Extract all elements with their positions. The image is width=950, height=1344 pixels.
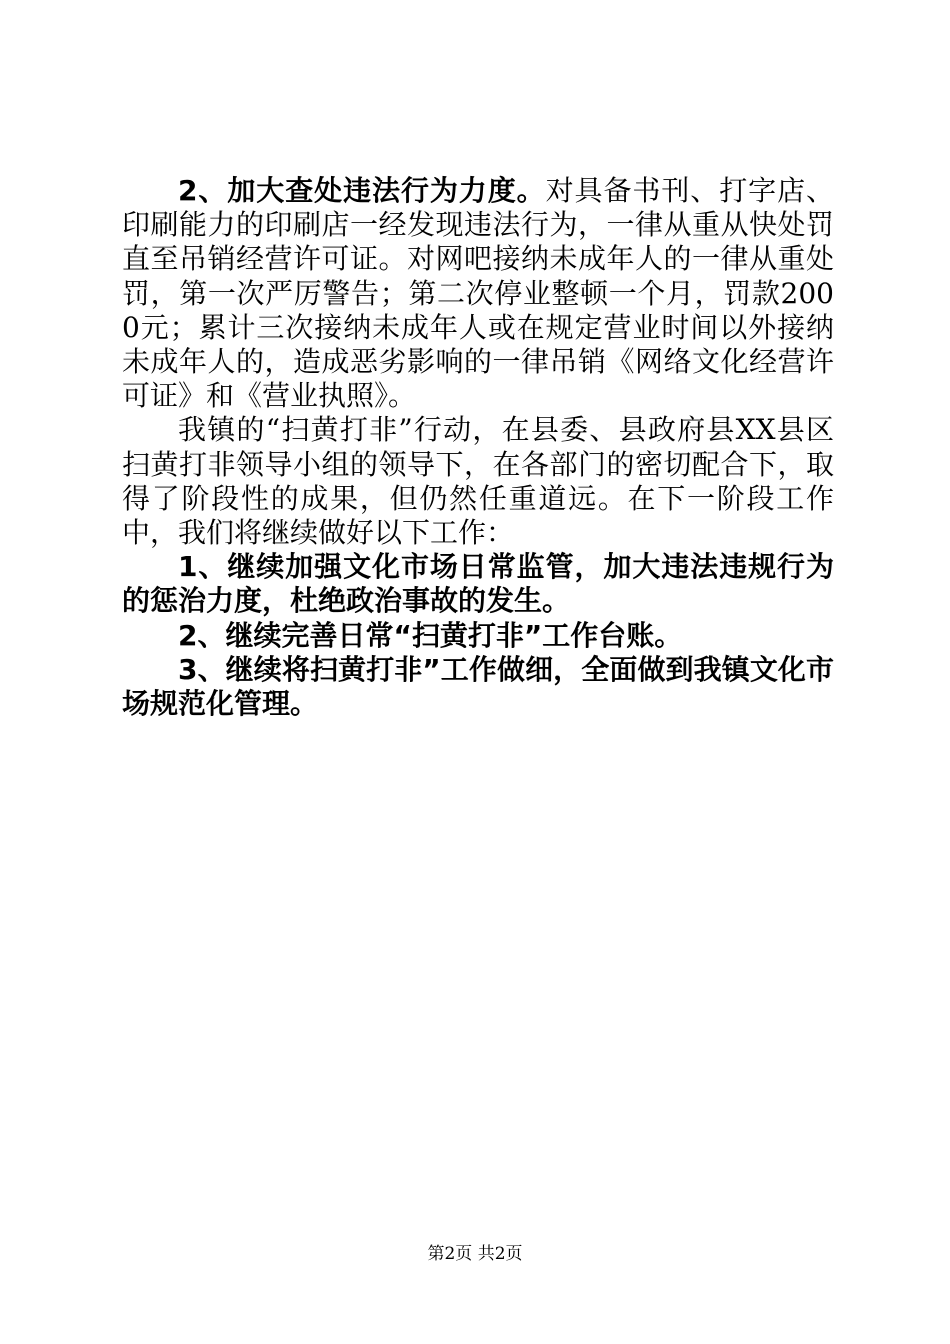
paragraph-penalties [122,174,834,413]
paragraph-summary: 我镇的“扫黄打非”行动，在县委、县政府县XX县区扫黄打非领导小组的领导下，在各部门的密切配合下，取得了阶段性的成果，但仍然任重道远。在下一阶段工作中，我们将继续做好以下工作： [122,413,834,550]
list-item: 1、继续加强文化市场日常监管，加大违法违规行为的惩治力度，杜绝政治事故的发生。 [122,550,834,618]
paragraph-lead: 2、加大查处违法行为力度。 [178,174,546,207]
list-item: 3、继续将扫黄打非”工作做细，全面做到我镇文化市场规范化管理。 [122,652,834,721]
document-body [122,174,834,721]
paragraph-text: 对具备书刊、打字店、印刷能力的印刷店一经发现违法行为，一律从重从快处罚直至吊销经营许可证。对网吧接纳未成年人的一律从重处罚，第一次严厉警告；第二次停业整顿一个月，罚款2000元；累计三次接纳未成年人或在规定营业时间以外接纳未成年人的，造成恶劣影响的一律吊销《网络文化经营许可证》和《营业执照》。 [122,174,834,413]
list-item: 2、继续完善日常“扫黄打非”工作台账。 [178,618,683,652]
page-number-footer: 第2页 共2页 [427,1244,523,1264]
